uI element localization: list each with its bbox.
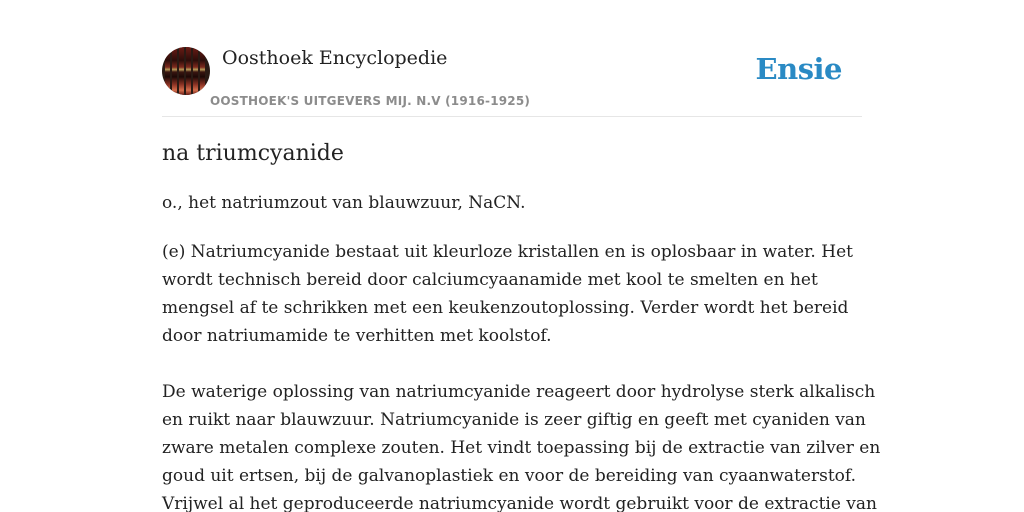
text-line: en ruikt naar blauwzuur. Natriumcyanide is zeer giftig en geeft met cyaniden van [162, 410, 866, 430]
ensie-logo-link[interactable]: Ensie [755, 52, 842, 86]
text-line: goud uit ertsen, bij de galvanoplastiek en voor de bereiding van cyaanwaterstof. [162, 466, 856, 486]
book-spines-icon[interactable] [162, 47, 210, 95]
article-title: na triumcyanide [162, 141, 344, 166]
article-definition: o., het natriumzout van blauwzuur, NaCN. [162, 193, 526, 213]
article-content [162, 138, 881, 512]
text-line: Vrijwel al het geproduceerde natriumcyanide wordt gebruikt voor de extractie van [162, 494, 877, 512]
site-name-link[interactable]: Oosthoek Encyclopedie [222, 47, 448, 69]
text-line: mengsel af te schrikken met een keukenzoutoplossing. Verder wordt het bereid [162, 298, 849, 318]
text-line: (e) Natriumcyanide bestaat uit kleurloze kristallen en is oplosbaar in water. Het [162, 242, 853, 262]
text-line: zware metalen complexe zouten. Het vindt toepassing bij de extractie van zilver en [162, 438, 881, 458]
text-line: wordt technisch bereid door calciumcyaanamide met kool te smelten en het [162, 270, 818, 290]
text-line: door natriumamide te verhitten met koolstof. [162, 326, 552, 346]
text-line: De waterige oplossing van natriumcyanide reageert door hydrolyse sterk alkalisch [162, 382, 876, 402]
site-header [162, 0, 862, 117]
article-paragraph-1 [162, 238, 864, 350]
article-paragraph-2 [162, 378, 881, 512]
publisher-label: OOSTHOEK'S UITGEVERS MIJ. N.V (1916-1925) [210, 94, 531, 108]
